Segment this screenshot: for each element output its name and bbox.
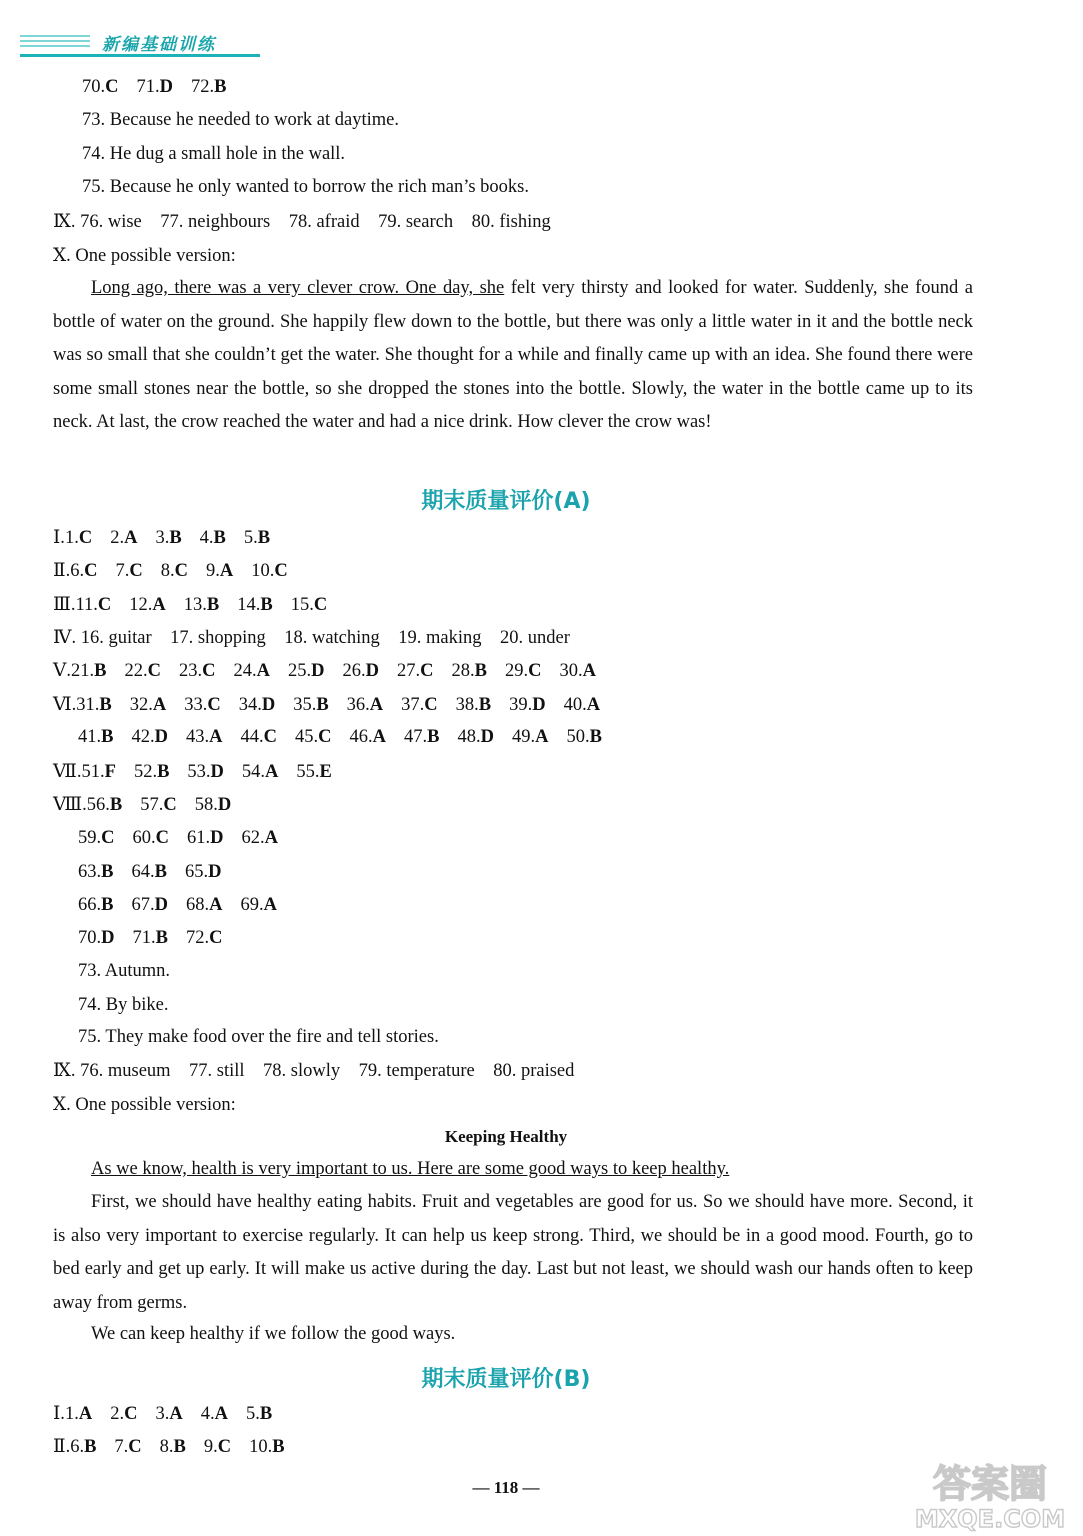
answer-letter: C — [274, 561, 288, 581]
question-number: 1. — [64, 528, 79, 548]
question-number: 12. — [129, 595, 153, 615]
answer-letter: A — [535, 727, 549, 747]
answer-letter: D — [159, 77, 173, 97]
answer-letter: A — [264, 828, 278, 848]
answer-letter: C — [78, 528, 93, 548]
question-number: 15. — [290, 595, 314, 615]
answer-letter: A — [372, 727, 386, 747]
answer-letter: C — [84, 561, 98, 581]
essay-healthy-body: First, we should have healthy eating habits. Fruit and vegetables are good for us. So we should have more. Second, it is also very important to exercise regularly. It can help us keep strong. Third, we should be in a good mood. Fourth, go to bed early and get up early. It will make us active during the day. Last but not least, we should wash our hands often to keep away from germs. — [53, 1192, 973, 1313]
answer-letter: A — [263, 895, 277, 915]
answer-letter: D — [532, 695, 546, 715]
question-number: 2. — [110, 1404, 125, 1424]
essay-healthy-conclusion: We can keep healthy if we follow the good ways. — [91, 1324, 456, 1344]
question-number: 5. — [245, 1404, 260, 1424]
answer-row-ix: Ⅸ. 76. wise 77. neighbours 78. afraid 79. search 80. fishing — [53, 212, 551, 232]
answer-letter: B — [260, 595, 273, 615]
question-number: 9. — [205, 561, 220, 581]
question-number: 54. — [241, 762, 266, 782]
answer-row — [53, 560, 288, 582]
answer-row — [53, 594, 327, 616]
answer-row — [53, 527, 270, 549]
question-number: 3. — [155, 528, 170, 548]
question-number: 33. — [184, 695, 208, 715]
question-number: 50. — [566, 727, 590, 747]
question-number: 61. — [187, 828, 211, 848]
answer-letter: A — [586, 695, 601, 715]
answer-row-x: Ⅹ. One possible version: — [53, 246, 236, 266]
answer-letter: D — [101, 928, 115, 948]
answer-letter: B — [214, 77, 227, 97]
question-number: 36. — [346, 695, 370, 715]
question-number: 1. — [64, 1404, 79, 1424]
question-number: 65. — [184, 862, 209, 882]
answer-row — [53, 1403, 272, 1425]
question-number: 41. — [78, 727, 102, 747]
question-number: 52. — [133, 762, 158, 782]
answer-letter: A — [152, 695, 167, 715]
question-number: 70. — [82, 77, 106, 97]
section-title-a: 期末质量评价(A) — [421, 489, 591, 514]
watermark-top: 答案圈 — [932, 1462, 1048, 1506]
question-number: 55. — [296, 762, 320, 782]
question-number: 37. — [401, 695, 425, 715]
question-number: 21. — [71, 661, 95, 681]
essay-healthy-intro — [53, 1153, 973, 1187]
page-number: — 118 — — [472, 1478, 540, 1497]
answer-letter: C — [174, 561, 188, 581]
question-number: 47. — [403, 727, 428, 747]
question-number: 45. — [294, 727, 319, 747]
answer-letter: A — [265, 762, 279, 782]
answer-letter: B — [257, 528, 271, 548]
answer-letter: C — [318, 727, 332, 747]
question-number: 10. — [249, 1437, 273, 1457]
answer-letter: D — [154, 895, 168, 915]
question-number: 71. — [132, 928, 156, 948]
part-label: Ⅱ. — [53, 561, 71, 581]
question-number: 29. — [504, 661, 529, 681]
answer-letter: C — [202, 661, 216, 681]
question-number: 8. — [159, 1437, 174, 1457]
question-number: 2. — [110, 528, 125, 548]
answer-row — [53, 794, 231, 816]
question-number: 39. — [509, 695, 533, 715]
part-label: Ⅰ. — [53, 528, 65, 548]
answer-row — [53, 660, 596, 682]
answer-row — [78, 862, 221, 883]
answer-row — [78, 727, 602, 748]
answer-letter: B — [478, 695, 492, 715]
question-number: 56. — [86, 795, 110, 815]
answer-letter: B — [589, 727, 602, 747]
part-label: Ⅲ. — [53, 595, 76, 615]
question-number: 6. — [70, 561, 85, 581]
answer-letter: E — [319, 762, 332, 782]
answer-letter: D — [261, 695, 276, 715]
answer-letter: C — [209, 928, 223, 948]
answer-letter: C — [97, 595, 112, 615]
question-number: 66. — [78, 895, 102, 915]
essay-crow — [53, 272, 973, 440]
header-title: 新编基础训练 — [102, 35, 216, 55]
question-number: 8. — [160, 561, 175, 581]
answer-letter: B — [99, 695, 112, 715]
answer-letter: D — [480, 727, 494, 747]
answer-line-75: 75. Because he only wanted to borrow the rich man’s books. — [82, 177, 529, 197]
question-number: 44. — [240, 727, 264, 747]
question-number: 34. — [238, 695, 262, 715]
answer-row-x: Ⅹ. One possible version: — [53, 1095, 236, 1115]
question-number: 68. — [185, 895, 210, 915]
answer-letter: A — [369, 695, 384, 715]
question-number: 28. — [451, 661, 475, 681]
answer-row — [78, 895, 277, 916]
answer-letter: C — [424, 695, 438, 715]
essay-title: Keeping Healthy — [444, 1127, 568, 1146]
answer-letter: A — [582, 661, 596, 681]
question-number: 72. — [191, 77, 215, 97]
answer-letter: C — [163, 795, 177, 815]
answer-letter: B — [157, 762, 170, 782]
question-number: 71. — [136, 77, 160, 97]
question-number: 9. — [203, 1437, 218, 1457]
answer-letter: B — [101, 895, 114, 915]
question-number: 10. — [251, 561, 275, 581]
answer-line-73: 73. Autumn. — [78, 961, 170, 981]
essay-underlined: Long ago, there was a very clever crow. One day, she — [91, 278, 505, 298]
answer-letter: B — [272, 1437, 285, 1457]
header-decoration — [20, 35, 90, 50]
answer-letter: D — [210, 762, 224, 782]
question-number: 46. — [349, 727, 373, 747]
answer-letter: A — [124, 528, 138, 548]
answer-letter: C — [147, 661, 161, 681]
answer-row — [82, 77, 226, 98]
question-number: 31. — [76, 695, 100, 715]
answer-letter: F — [104, 762, 116, 782]
question-number: 24. — [233, 661, 257, 681]
essay-underlined: As we know, health is very important to us. Here are some good ways to keep healthy. — [91, 1159, 730, 1179]
answer-letter: B — [154, 862, 167, 882]
answer-letter: C — [528, 661, 542, 681]
answer-line-74: 74. He dug a small hole in the wall. — [82, 144, 346, 164]
answer-letter: C — [128, 1437, 142, 1457]
answer-letter: B — [316, 695, 329, 715]
answer-row — [53, 1436, 285, 1458]
answer-row — [78, 828, 278, 849]
question-number: 7. — [114, 1437, 129, 1457]
answer-letter: B — [84, 1437, 97, 1457]
question-number: 58. — [194, 795, 218, 815]
answer-letter: B — [94, 661, 107, 681]
question-number: 72. — [185, 928, 210, 948]
answer-letter: A — [209, 895, 223, 915]
answer-letter: B — [101, 727, 114, 747]
question-number: 35. — [293, 695, 317, 715]
question-number: 4. — [200, 1404, 215, 1424]
answer-letter: A — [78, 1404, 93, 1424]
answer-letter: B — [259, 1404, 273, 1424]
watermark-logo — [900, 1455, 1080, 1533]
question-number: 27. — [396, 661, 421, 681]
answer-line-74: 74. By bike. — [78, 995, 169, 1015]
answer-letter: B — [213, 528, 226, 548]
part-label: Ⅷ. — [53, 795, 87, 815]
question-number: 25. — [287, 661, 312, 681]
question-number: 43. — [185, 727, 210, 747]
question-number: 22. — [124, 661, 148, 681]
part-label: Ⅴ. — [53, 661, 71, 681]
question-number: 62. — [241, 828, 265, 848]
question-number: 70. — [78, 928, 102, 948]
answer-row — [53, 694, 600, 716]
answer-letter: C — [129, 561, 143, 581]
answer-letter: A — [219, 561, 234, 581]
answer-letter: C — [217, 1437, 232, 1457]
answer-letter: C — [124, 1404, 138, 1424]
question-number: 64. — [131, 862, 155, 882]
answer-letter: B — [109, 795, 123, 815]
question-number: 40. — [563, 695, 587, 715]
question-number: 30. — [559, 661, 583, 681]
answer-letter: B — [173, 1437, 186, 1457]
question-number: 32. — [129, 695, 153, 715]
question-number: 11. — [75, 595, 98, 615]
question-number: 6. — [70, 1437, 85, 1457]
answer-row-ix: Ⅸ. 76. museum 77. still 78. slowly 79. temperature 80. praised — [53, 1061, 575, 1081]
answer-letter: C — [420, 661, 434, 681]
answer-letter: C — [105, 77, 119, 97]
question-number: 13. — [183, 595, 207, 615]
answer-letter: B — [206, 595, 220, 615]
part-label: Ⅶ. — [53, 762, 82, 782]
section-title-b: 期末质量评价(B) — [421, 1367, 591, 1392]
answer-letter: A — [152, 595, 166, 615]
answer-letter: A — [169, 1404, 183, 1424]
answer-letter: B — [101, 862, 114, 882]
part-label: Ⅱ. — [53, 1437, 71, 1457]
answer-row — [78, 928, 222, 949]
answer-letter: D — [208, 862, 222, 882]
question-number: 14. — [237, 595, 261, 615]
question-number: 59. — [78, 828, 102, 848]
question-number: 23. — [178, 661, 203, 681]
question-number: 48. — [457, 727, 481, 747]
answer-letter: C — [101, 828, 115, 848]
question-number: 5. — [243, 528, 258, 548]
answer-row — [53, 761, 332, 783]
question-number: 57. — [140, 795, 164, 815]
part-label: Ⅰ. — [53, 1404, 65, 1424]
question-number: 69. — [240, 895, 264, 915]
page-header — [20, 30, 350, 60]
answer-letter: D — [154, 727, 168, 747]
answer-letter: C — [155, 828, 169, 848]
essay-body: felt very thirsty and looked for water. Suddenly, she found a bottle of water on the ground. She happily flew down to the bottle, but there was only a little water in it and the bottle neck was so small that she couldn’t get the water. She thought for a while and finally came up with an idea. She found there were some small stones near the bottle, so she dropped the stones into the bottle. Slowly, the water in the bottle came up to its neck. At last, the crow reached the water and had a nice drink. How clever the crow was! — [53, 278, 973, 433]
answer-letter: D — [311, 661, 325, 681]
answer-letter: B — [155, 928, 168, 948]
answer-letter: D — [210, 828, 224, 848]
answer-letter: B — [169, 528, 182, 548]
answer-letter: C — [207, 695, 221, 715]
answer-letter: A — [256, 661, 270, 681]
answer-letter: B — [427, 727, 440, 747]
answer-line-75: 75. They make food over the fire and tell stories. — [78, 1027, 439, 1047]
question-number: 42. — [131, 727, 155, 747]
question-number: 63. — [78, 862, 102, 882]
question-number: 4. — [199, 528, 214, 548]
answer-line-73: 73. Because he needed to work at daytime. — [82, 110, 399, 130]
question-number: 7. — [115, 561, 130, 581]
question-number: 26. — [342, 661, 366, 681]
question-number: 49. — [511, 727, 536, 747]
question-number: 67. — [131, 895, 155, 915]
watermark-bottom: MXQE.COM — [914, 1505, 1066, 1533]
question-number: 51. — [81, 762, 105, 782]
question-number: 53. — [187, 762, 211, 782]
answer-letter: A — [209, 727, 223, 747]
answer-letter: D — [365, 661, 379, 681]
answer-letter: C — [263, 727, 277, 747]
answer-letter: C — [313, 595, 328, 615]
part-label: Ⅵ. — [53, 695, 77, 715]
answer-letter: A — [214, 1404, 228, 1424]
question-number: 3. — [155, 1404, 170, 1424]
answer-row-iv: Ⅳ. 16. guitar 17. shopping 18. watching 19. making 20. under — [53, 628, 570, 648]
answer-letter: B — [474, 661, 487, 681]
question-number: 60. — [132, 828, 156, 848]
question-number: 38. — [455, 695, 479, 715]
answer-letter: D — [217, 795, 232, 815]
